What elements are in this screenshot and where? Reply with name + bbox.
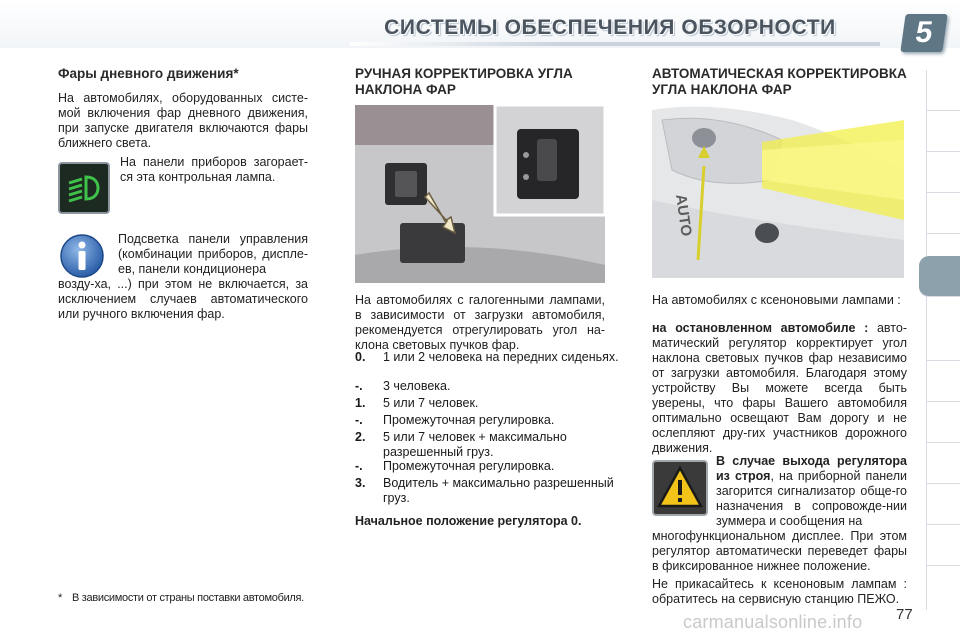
footnote-text: В зависимости от страны поставки автомобиля. [71, 592, 304, 604]
col3-intro: На автомобилях с ксеноновыми лампами : [652, 293, 901, 307]
col2-intro: На автомобилях с галогенными лампами, в зависимости от загрузки автомобиля, рекомендуется отрегулировать угол на-клона световых пучков фар. [355, 293, 605, 352]
col2-closing: Начальное положение регулятора 0. [355, 514, 582, 528]
col3-warning-text-a [716, 454, 907, 529]
info-icon [58, 232, 106, 280]
chapter-tab-active[interactable] [919, 256, 960, 297]
col3-title-line1: АВТОМАТИЧЕСКАЯ КОРРЕКТИРОВКА [652, 66, 907, 81]
chapter-tab[interactable] [927, 111, 960, 152]
watermark: carmanualsonline.info [683, 612, 863, 632]
chapter-tab[interactable] [927, 152, 960, 193]
col1-lamp-text: На панели приборов загорает-ся эта контрольная лампа. [120, 155, 308, 184]
auto-label: AUTO [672, 193, 695, 238]
col3-auto-paragraph [652, 321, 907, 456]
col3-title-line2: УГЛА НАКЛОНА ФАР [652, 82, 792, 97]
warning-lead: В случае выхода регулятора из строя [716, 454, 907, 483]
page-header [0, 0, 960, 48]
header-divider [350, 42, 880, 46]
section-title: СИСТЕМЫ ОБЕСПЕЧЕНИЯ ОБЗОРНОСТИ [384, 16, 836, 39]
chapter-tab[interactable] [927, 70, 960, 111]
chapter-badge: 5 [900, 14, 947, 52]
chapter-tab[interactable] [927, 484, 960, 525]
warning-triangle-icon [652, 460, 708, 516]
chapter-tab[interactable] [927, 361, 960, 402]
warning-body: , на приборной панели загорится сигнализатор обще-го назначения в сопровожде-нии зуммера и сообщения на [716, 469, 907, 528]
low-beam-indicator-icon [58, 162, 110, 214]
chapter-tab[interactable] [927, 402, 960, 443]
col2-title-line2: НАКЛОНА ФАР [355, 82, 456, 97]
chapter-tab[interactable] [927, 525, 960, 566]
col2-title-line1: РУЧНАЯ КОРРЕКТИРОВКА УГЛА [355, 66, 573, 81]
footnote-mark: * [58, 592, 62, 604]
chapter-tab[interactable] [927, 320, 960, 361]
auto-paragraph-lead: на остановленном автомобиле : [652, 321, 869, 335]
footnote [58, 592, 304, 604]
headlamp-adjuster-photo [355, 105, 605, 283]
col3-warning-tail: многофункциональном дисплее. При этом регулятор автоматически переведет фары в фиксированное нижнее положение. [652, 529, 907, 573]
col1-info-text: Подсветка панели управления (комбинации приборов, диспле-ев, панели кондиционера [118, 232, 308, 276]
col1-intro: На автомобилях, оборудованных систе-мой включения фар дневного движения, при запуске двигателя включаются фары ближнего света. [58, 91, 308, 150]
xenon-headlamp-photo [652, 100, 904, 278]
chapter-tab[interactable] [927, 443, 960, 484]
page-number: 77 [896, 606, 913, 623]
col1-title: Фары дневного движения* [58, 66, 239, 81]
chapter-tabs [926, 70, 960, 610]
auto-paragraph-body: авто-матический регулятор корректирует угол наклона световых пучков фар независимо от загрузки автомобиля. Благодаря этому устройству Вы можете всегда быть уверены, что фары Вашего автомобиля оптимально освещают Вам дорогу и не ослепляют дру-гих участников дорожного движения. [652, 321, 907, 455]
chapter-tab[interactable] [927, 193, 960, 234]
col3-last: Не прикасайтесь к ксеноновым лампам : обратитесь на сервисную станцию ПЕЖО. [652, 577, 907, 606]
col1-info-tail: возду-ха, ...) при этом не включается, за исключением случаев автоматического или ручного включения фар. [58, 277, 308, 321]
